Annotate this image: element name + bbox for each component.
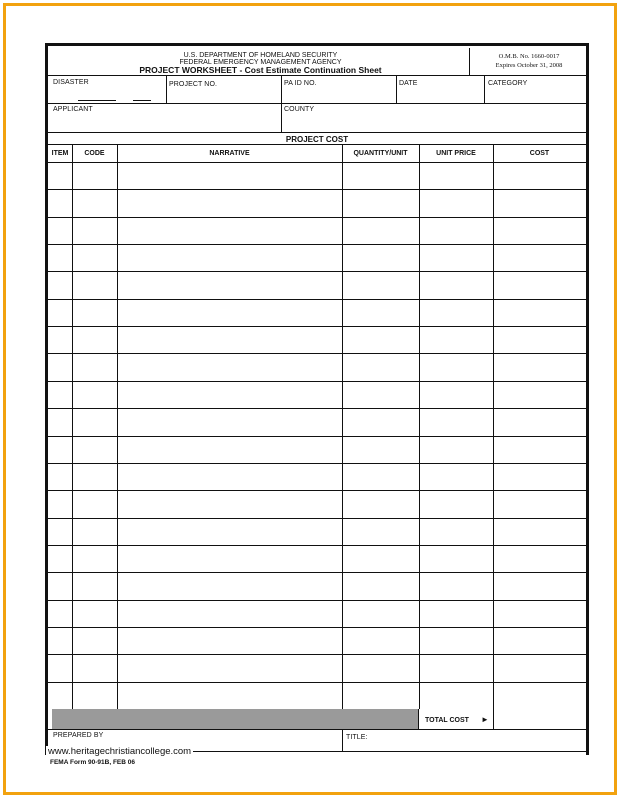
total-row-divider [418, 709, 419, 729]
category-label: CATEGORY [488, 80, 528, 87]
table-row-divider [48, 353, 586, 354]
form-title: PROJECT WORKSHEET - Cost Estimate Continuation Sheet [139, 65, 382, 75]
cost-table [48, 46, 586, 755]
table-column-divider [419, 144, 420, 709]
table-column-divider [72, 144, 73, 709]
table-row-divider [48, 682, 586, 683]
col-code: CODE [84, 150, 105, 157]
table-row-divider [48, 381, 586, 382]
table-row-divider [48, 299, 586, 300]
table-column-divider [342, 144, 343, 709]
pa-id-label: PA ID NO. [284, 80, 317, 87]
col-cost: COST [529, 150, 550, 157]
cell-divider [342, 729, 343, 751]
title-label: TITLE: [346, 734, 368, 741]
disaster-label: DISASTER [53, 79, 89, 86]
col-item: ITEM [51, 150, 69, 157]
table-row-divider [48, 572, 586, 573]
table-row-divider [48, 189, 586, 190]
total-row-divider [493, 709, 494, 729]
prepared-by-label: PREPARED BY [53, 732, 104, 739]
project-no-label: PROJECT NO. [169, 81, 218, 88]
table-row-divider [48, 408, 586, 409]
table-row-divider [48, 271, 586, 272]
applicant-label: APPLICANT [53, 106, 93, 113]
watermark-url: www.heritagechristiancollege.com [48, 746, 192, 757]
col-unit-price: UNIT PRICE [436, 150, 476, 157]
col-quantity-unit: QUANTITY/UNIT [353, 150, 408, 157]
table-row-divider [48, 463, 586, 464]
table-row-divider [48, 545, 586, 546]
form-number: FEMA Form 90-91B, FEB 06 [50, 759, 136, 766]
total-shaded-area [52, 709, 418, 729]
table-row-divider [48, 244, 586, 245]
row-divider [48, 729, 586, 730]
table-row-divider [48, 217, 586, 218]
col-narrative: NARRATIVE [209, 150, 250, 157]
department-name: U.S. DEPARTMENT OF HOMELAND SECURITY [183, 52, 338, 59]
form-sheet [45, 43, 589, 755]
date-label: DATE [399, 80, 418, 87]
table-row-divider [48, 518, 586, 519]
agency-name: FEDERAL EMERGENCY MANAGEMENT AGENCY [179, 59, 342, 66]
omb-number: O.M.B. No. 1660-0017 [498, 53, 560, 60]
county-label: COUNTY [284, 106, 315, 113]
total-cost-label: TOTAL COST [425, 717, 469, 724]
table-row-divider [48, 654, 586, 655]
table-row-divider [48, 326, 586, 327]
table-row-divider [48, 436, 586, 437]
table-column-divider [493, 144, 494, 709]
table-column-divider [117, 144, 118, 709]
total-arrow-icon: ► [481, 715, 489, 724]
table-row-divider [48, 627, 586, 628]
section-title: PROJECT COST [285, 135, 349, 144]
table-row-divider [48, 600, 586, 601]
table-row-divider [48, 490, 586, 491]
omb-expiry: Expires October 31, 2008 [495, 62, 563, 69]
